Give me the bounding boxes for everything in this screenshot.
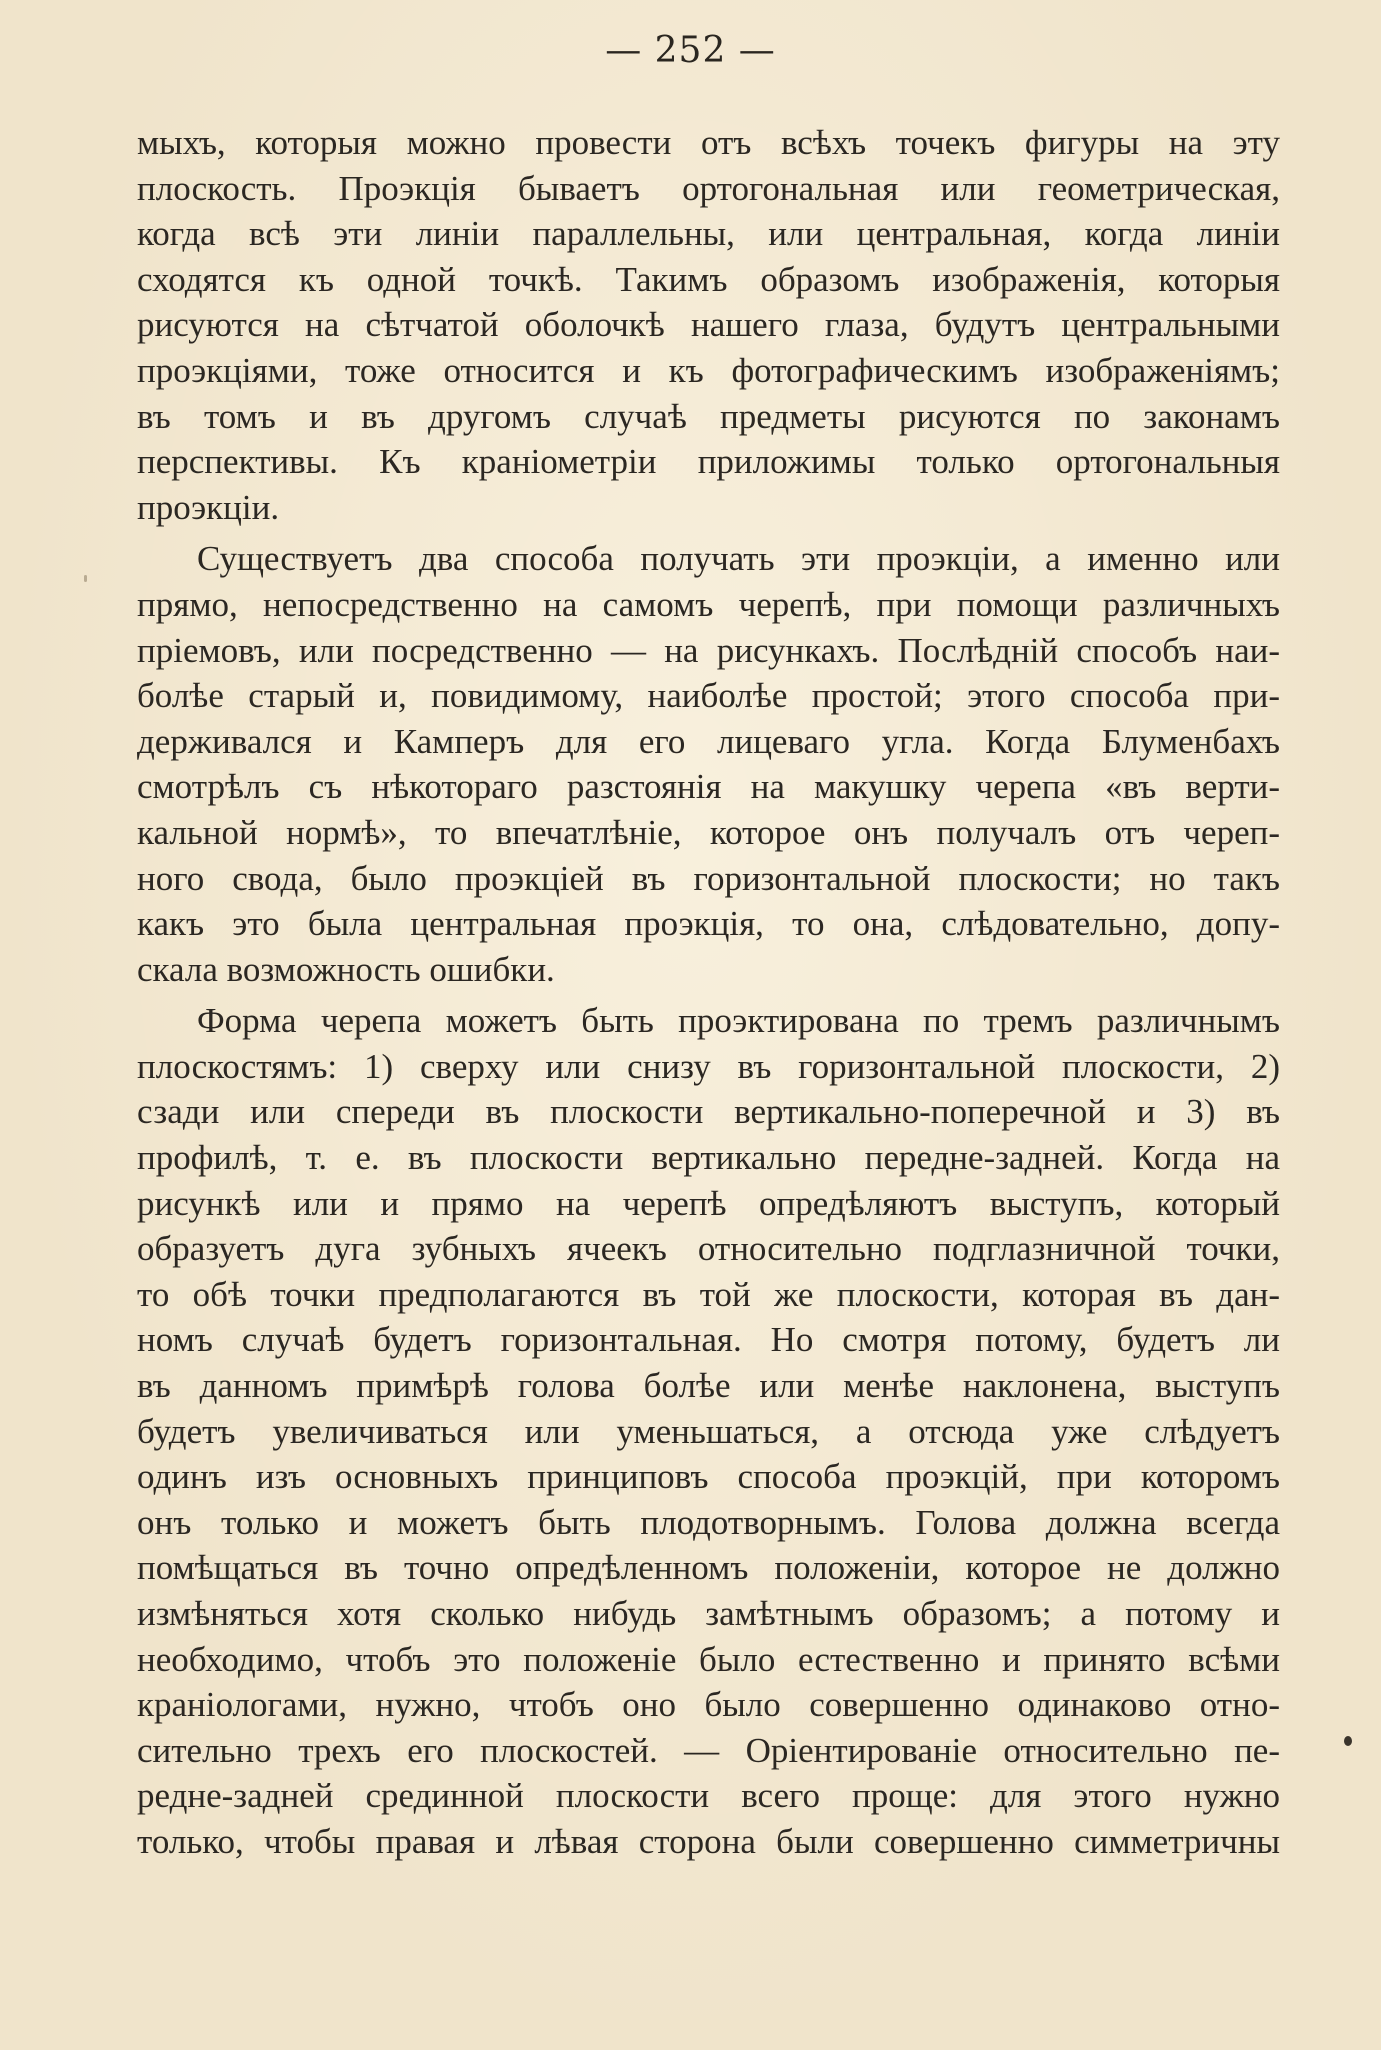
text-line: необходимо, чтобъ это положеніе было естественно и принято всѣми bbox=[137, 1639, 1280, 1679]
text-line: болѣе старый и, повидимому, наиболѣе простой; этого способа при- bbox=[137, 676, 1280, 716]
text-line: держивался и Камперъ для его лицеваго угла. Когда Блуменбахъ bbox=[137, 721, 1280, 761]
paragraph-first-line: Существуетъ два способа получать эти проэкціи, а именно или bbox=[197, 539, 1280, 579]
text-line: мыхъ, которыя можно провести отъ всѣхъ точекъ фигуры на эту bbox=[137, 123, 1280, 162]
text-line: рисуются на сѣтчатой оболочкѣ нашего глаза, будутъ центральными bbox=[137, 305, 1280, 345]
text-line: краніологами, нужно, чтобъ оно было совершенно одинаково отно- bbox=[137, 1685, 1280, 1725]
text-line: въ томъ и въ другомъ случаѣ предметы рисуются по законамъ bbox=[137, 396, 1280, 436]
text-line: когда всѣ эти линіи параллельны, или центральная, когда линіи bbox=[137, 214, 1280, 254]
text-line: сительно трехъ его плоскостей. — Оріентированіе относительно пе- bbox=[137, 1730, 1280, 1770]
text-line: сзади или спереди въ плоскости вертикально-поперечной и 3) въ bbox=[137, 1092, 1280, 1132]
text-line: образуетъ дуга зубныхъ ячеекъ относительно подглазничной точки, bbox=[137, 1229, 1280, 1269]
page-number: — 252 — bbox=[605, 30, 776, 71]
paper-speck bbox=[84, 575, 87, 582]
text-line: помѣщаться въ точно опредѣленномъ положеніи, которое не должно bbox=[137, 1548, 1280, 1588]
text-line: измѣняться хотя сколько нибудь замѣтнымъ образомъ; а потому и bbox=[137, 1594, 1280, 1633]
text-line: пріемовъ, или посредственно — на рисункахъ. Послѣдній способъ наи- bbox=[137, 630, 1280, 670]
text-line: скала возможность ошибки. bbox=[137, 949, 555, 989]
text-line: перспективы. Къ краніометріи приложимы только ортогональныя bbox=[137, 442, 1280, 482]
text-line: проэкціи. bbox=[137, 487, 280, 527]
text-line: редне-задней срединной плоскости всего проще: для этого нужно bbox=[137, 1776, 1280, 1816]
body-text bbox=[137, 120, 1280, 1865]
text-line: только, чтобы правая и лѣвая сторона были совершенно симметричны bbox=[137, 1821, 1280, 1861]
ink-dot bbox=[1344, 1736, 1352, 1746]
text-line: ного свода, было проэкціей въ горизонтальной плоскости; но такъ bbox=[137, 858, 1280, 898]
paragraph-first-line: Форма черепа можетъ быть проэктирована по тремъ различнымъ bbox=[197, 1001, 1280, 1041]
text-line: одинъ изъ основныхъ принциповъ способа проэкцій, при которомъ bbox=[137, 1457, 1280, 1497]
text-line: будетъ увеличиваться или уменьшаться, а отсюда уже слѣдуетъ bbox=[137, 1411, 1280, 1451]
text-line: онъ только и можетъ быть плодотворнымъ. Голова должна всегда bbox=[137, 1502, 1280, 1542]
text-line: номъ случаѣ будетъ горизонтальная. Но смотря потому, будетъ ли bbox=[137, 1320, 1280, 1360]
text-line: то обѣ точки предполагаются въ той же плоскости, которая въ дан- bbox=[137, 1274, 1280, 1314]
text-line: плоскостямъ: 1) сверху или снизу въ горизонтальной плоскости, 2) bbox=[137, 1046, 1280, 1086]
text-line: въ данномъ примѣрѣ голова болѣе или менѣе наклонена, выступъ bbox=[137, 1366, 1280, 1406]
text-line: сходятся къ одной точкѣ. Такимъ образомъ изображенія, которыя bbox=[137, 259, 1280, 299]
text-line: кальной нормѣ», то впечатлѣніе, которое онъ получалъ отъ череп- bbox=[137, 812, 1280, 852]
text-line: рисункѣ или и прямо на черепѣ опредѣляютъ выступъ, который bbox=[137, 1183, 1280, 1223]
text-line: смотрѣлъ съ нѣкотораго разстоянія на макушку черепа «въ верти- bbox=[137, 767, 1280, 807]
text-line: прямо, непосредственно на самомъ черепѣ, при помощи различныхъ bbox=[137, 584, 1280, 624]
text-line: плоскость. Проэкція бываетъ ортогональная или геометрическая, bbox=[137, 168, 1280, 208]
text-line: какъ это была центральная проэкція, то она, слѣдовательно, допу- bbox=[137, 904, 1280, 944]
text-line: профилѣ, т. е. въ плоскости вертикально передне-задней. Когда на bbox=[137, 1138, 1280, 1178]
text-line: проэкціями, тоже относится и къ фотографическимъ изображеніямъ; bbox=[137, 350, 1280, 390]
